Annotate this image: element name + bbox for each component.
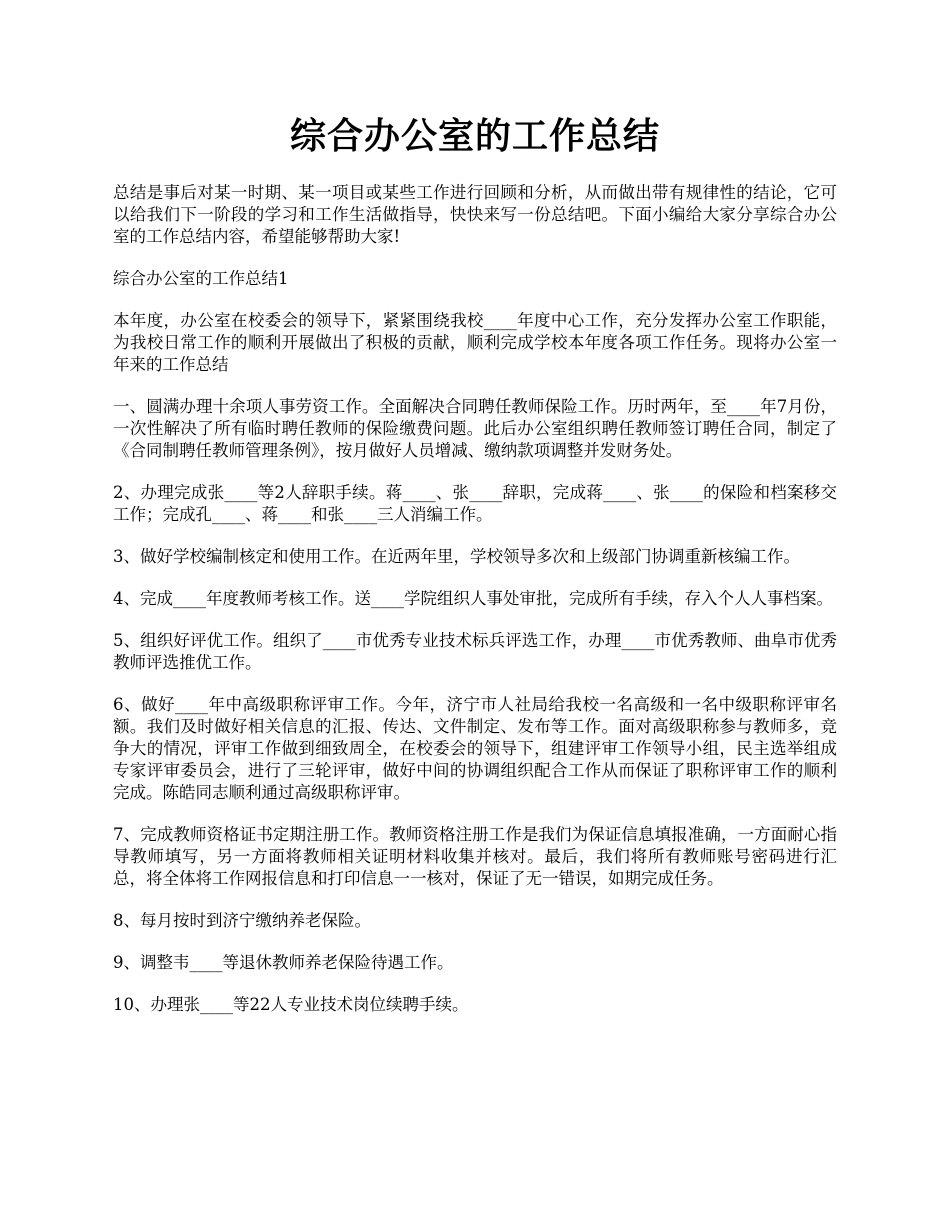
body-paragraph: 10、办理张____等22人专业技术岗位续聘手续。 <box>113 995 469 1014</box>
intro-paragraph: 总结是事后对某一时期、某一项目或某些工作进行回顾和分析，从而做出带有规律性的结论，它可以给我们下一阶段的学习和工作生活做指导，快快来写一份总结吧。下面小编给大家分享综合办公室的工作总结内容，希望能够帮助大家! <box>113 183 837 246</box>
section-heading: 综合办公室的工作总结1 <box>113 269 289 288</box>
body-paragraph: 4、完成____年度教师考核工作。送____学院组织人事处审批，完成所有手续，存入个人人事档案。 <box>113 589 833 608</box>
body-paragraph: 5、组织好评优工作。组织了____市优秀专业技术标兵评选工作，办理____市优秀教师、曲阜市优秀教师评选推优工作。 <box>113 631 837 672</box>
body-paragraph: 2、办理完成张____等2人辞职手续。蒋____、张____辞职，完成蒋____、张____的保险和档案移交工作；完成孔____、蒋____和张____三人消编工作。 <box>113 483 837 524</box>
document-title: 综合办公室的工作总结 <box>289 115 660 157</box>
body-paragraph: 本年度，办公室在校委会的领导下，紧紧围绕我校____年度中心工作，充分发挥办公室工作职能，为我校日常工作的顺利开展做出了积极的贡献，顺利完成学校本年度各项工作任务。现将办公室一年来的工作总结 <box>113 311 837 374</box>
body-paragraph: 3、做好学校编制核定和使用工作。在近两年里，学校领导多次和上级部门协调重新核编工作。 <box>113 547 800 566</box>
body-paragraph: 6、做好____年中高级职称评审工作。今年，济宁市人社局给我校一名高级和一名中级职称评审名额。我们及时做好相关信息的汇报、传达、文件制定、发布等工作。面对高级职称参与教师多，竞争大的情况，评审工作做到细致周全，在校委会的领导下，组建评审工作领导小组，民主选举组成专家评审委员会，进行了三轮评审，做好中间的协调组织配合工作从而保证了职称评审工作的顺利完成。陈皓同志顺利通过高级职称评审。 <box>113 695 837 802</box>
body-paragraph: 9、调整韦____等退休教师养老保险待遇工作。 <box>113 953 454 972</box>
body-paragraph: 8、每月按时到济宁缴纳养老保险。 <box>113 911 371 930</box>
body-paragraph: 7、完成教师资格证书定期注册工作。教师资格注册工作是我们为保证信息填报准确，一方面耐心指导教师填写，另一方面将教师相关证明材料收集并核对。最后，我们将所有教师账号密码进行汇总，将全体将工作网报信息和打印信息一一核对，保证了无一错误，如期完成任务。 <box>113 825 837 888</box>
body-paragraph: 一、圆满办理十余项人事劳资工作。全面解决合同聘任教师保险工作。历时两年，至____年7月份，一次性解决了所有临时聘任教师的保险缴费问题。此后办公室组织聘任教师签订聘任合同，制定了《合同制聘任教师管理条例》，按月做好人员增减、缴纳款项调整并发财务处。 <box>113 397 837 460</box>
